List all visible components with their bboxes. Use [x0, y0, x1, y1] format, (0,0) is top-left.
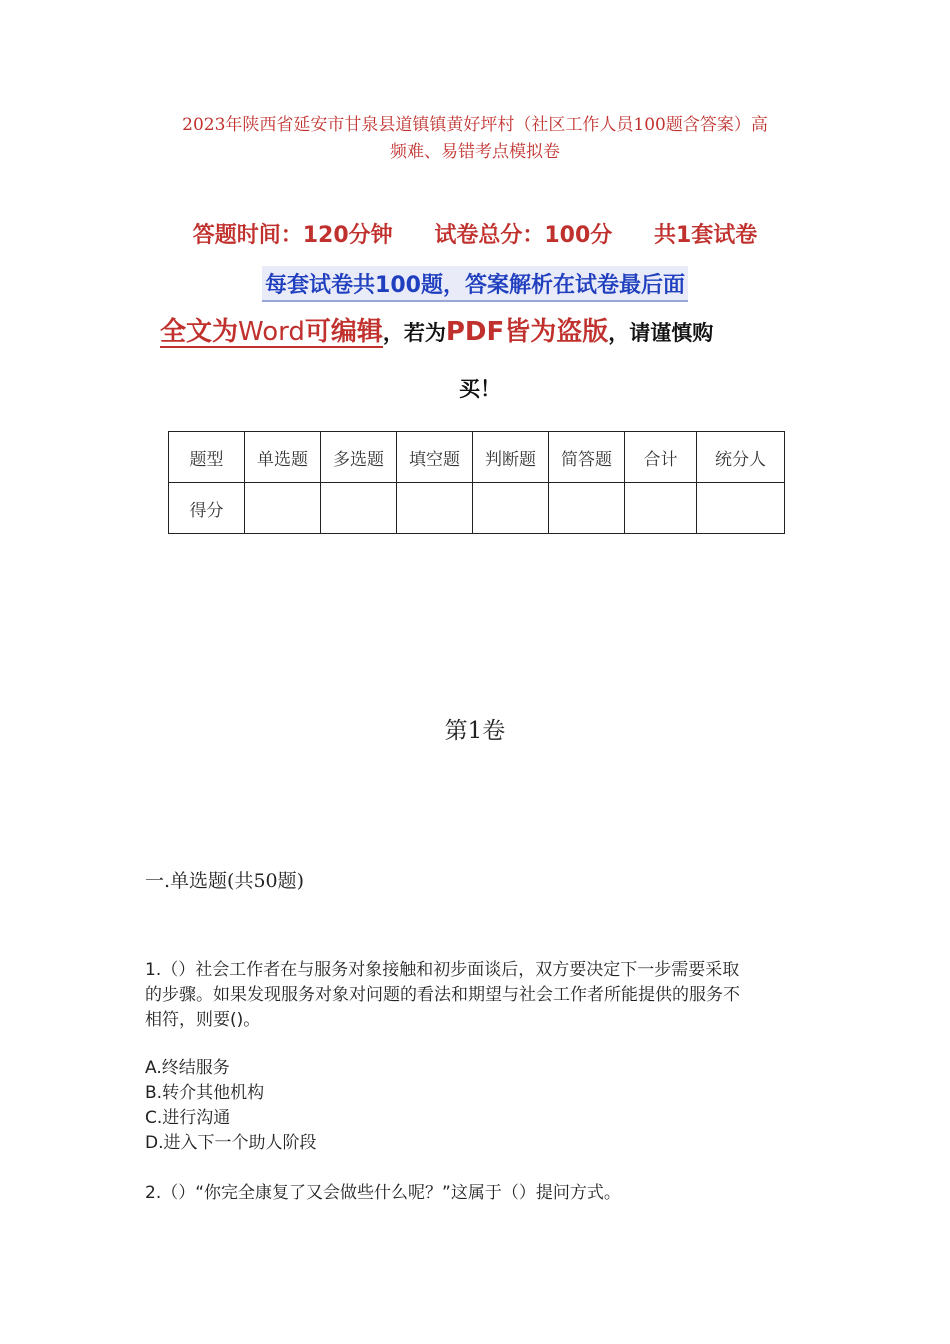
notice-text: 每套试卷共100题，答案解析在试卷最后面 — [262, 266, 688, 302]
option-c: C.进行沟通 — [145, 1108, 231, 1128]
volume-heading: 第1卷 — [444, 718, 506, 744]
score-cell — [245, 483, 321, 534]
option-a: A.终结服务 — [145, 1058, 230, 1078]
piracy-warning: 全文为Word可编辑，若为PDF皆为盗版，请谨慎购 买！ — [160, 317, 714, 401]
score-table-header: 多选题 — [321, 432, 397, 483]
exam-time: 答题时间：120分钟 — [192, 223, 393, 248]
question-text-line: 2.（）“你完全康复了又会做些什么呢？”这属于（）提问方式。 — [145, 1183, 621, 1203]
exam-info — [0, 218, 950, 249]
score-cell — [697, 483, 785, 534]
question-2 — [145, 1181, 810, 1206]
score-table-header-row — [169, 432, 785, 483]
section-heading: 一.单选题(共50题) — [145, 870, 305, 892]
score-cell — [625, 483, 697, 534]
question-text-line: 相符，则要()。 — [145, 1010, 261, 1030]
score-table-header: 合计 — [625, 432, 697, 483]
score-table — [168, 431, 785, 534]
exam-set-count: 共1套试卷 — [653, 223, 758, 248]
exam-total-score: 试卷总分：100分 — [434, 223, 613, 248]
option-d: D.进入下一个助人阶段 — [145, 1133, 317, 1153]
question-1-options — [145, 1056, 317, 1156]
score-table-header: 统分人 — [697, 432, 785, 483]
option-b: B.转介其他机构 — [145, 1083, 265, 1103]
question-text-line: 的步骤。如果发现服务对象对问题的看法和期望与社会工作者所能提供的服务不 — [145, 985, 740, 1005]
score-table-header: 题型 — [169, 432, 245, 483]
word-editable-note: 全文为Word可编辑 — [160, 317, 383, 347]
score-row-label: 得分 — [169, 483, 245, 534]
score-table-header: 单选题 — [245, 432, 321, 483]
score-cell — [473, 483, 549, 534]
score-table-score-row — [169, 483, 785, 534]
question-text-line: 1.（）社会工作者在与服务对象接触和初步面谈后，双方要决定下一步需要采取 — [145, 960, 740, 980]
question-1 — [145, 958, 810, 1033]
notice-banner — [0, 266, 950, 302]
document-title — [140, 112, 810, 166]
score-cell — [549, 483, 625, 534]
title-line-2: 频难、易错考点模拟卷 — [390, 142, 560, 162]
score-cell — [397, 483, 473, 534]
score-table-header: 判断题 — [473, 432, 549, 483]
score-table-header: 简答题 — [549, 432, 625, 483]
score-table-header: 填空题 — [397, 432, 473, 483]
score-cell — [321, 483, 397, 534]
title-line-1: 2023年陕西省延安市甘泉县道镇镇黄好坪村（社区工作人员100题含答案）高 — [182, 115, 768, 135]
